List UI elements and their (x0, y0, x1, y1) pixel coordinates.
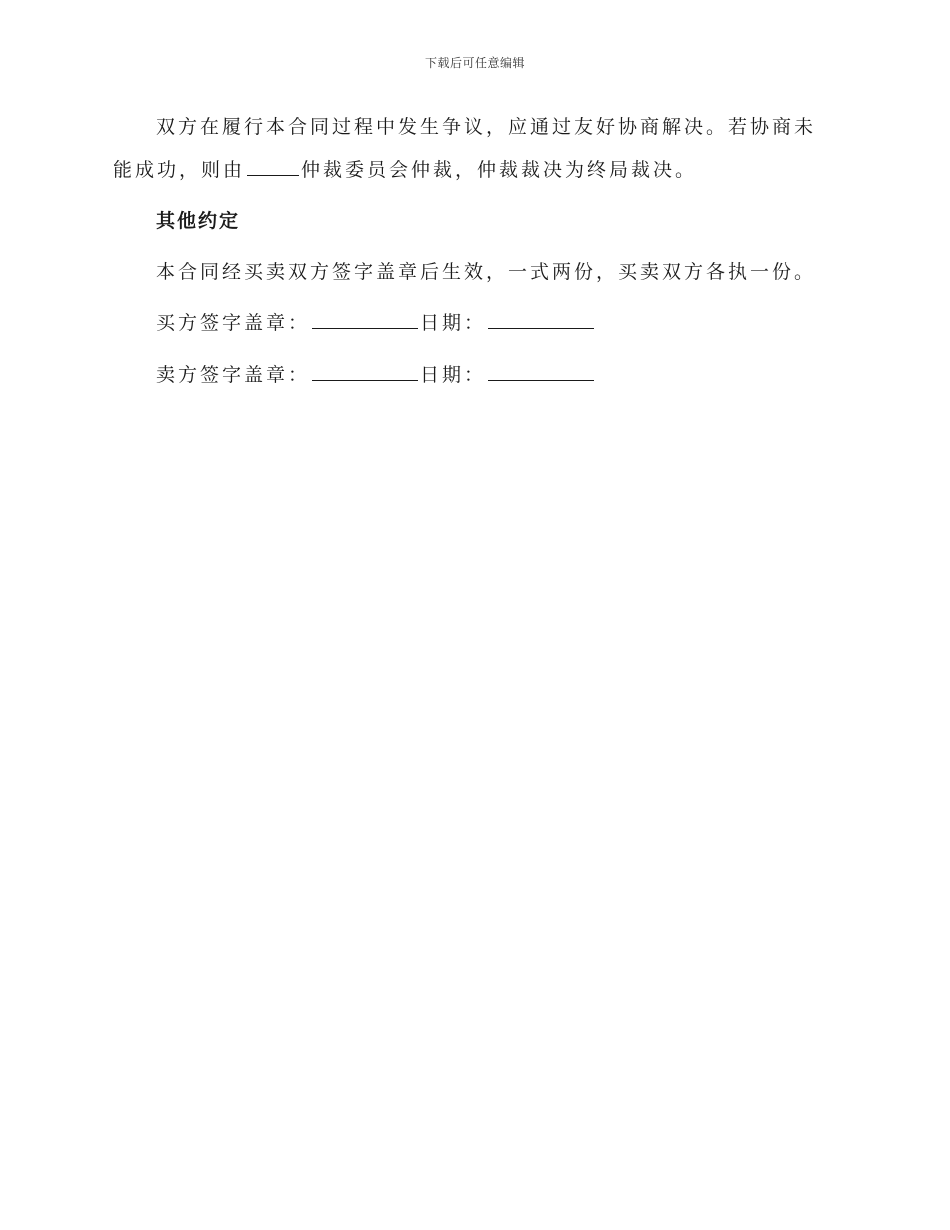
buyer-date-label: 日期： (420, 312, 487, 334)
other-terms-heading: 其他约定 (156, 210, 241, 232)
dispute-paragraph (113, 106, 833, 192)
buyer-signature-label: 买方签字盖章： (156, 312, 311, 334)
seller-signature-label: 卖方签字盖章： (156, 364, 311, 386)
seller-date-blank[interactable] (488, 358, 594, 381)
page-header-note: 下载后可任意编辑 (424, 56, 525, 70)
seller-signature-line (156, 354, 596, 397)
buyer-signature-line (156, 302, 596, 345)
contract-effect-paragraph: 本合同经买卖双方签字盖章后生效，一式两份，买卖双方各执一份。 (156, 261, 817, 283)
dispute-text-part1: 双方在履行本合同过程中发生争议，应通过友好协商解决。若协商未能成功，则由 (113, 116, 817, 181)
buyer-signature-blank[interactable] (312, 306, 418, 329)
seller-date-label: 日期： (420, 364, 487, 386)
dispute-text-part2: 仲裁委员会仲裁，仲裁裁决为终局裁决。 (301, 159, 698, 181)
arbitration-committee-blank[interactable] (247, 153, 299, 176)
seller-signature-blank[interactable] (312, 358, 418, 381)
buyer-date-blank[interactable] (488, 306, 594, 329)
